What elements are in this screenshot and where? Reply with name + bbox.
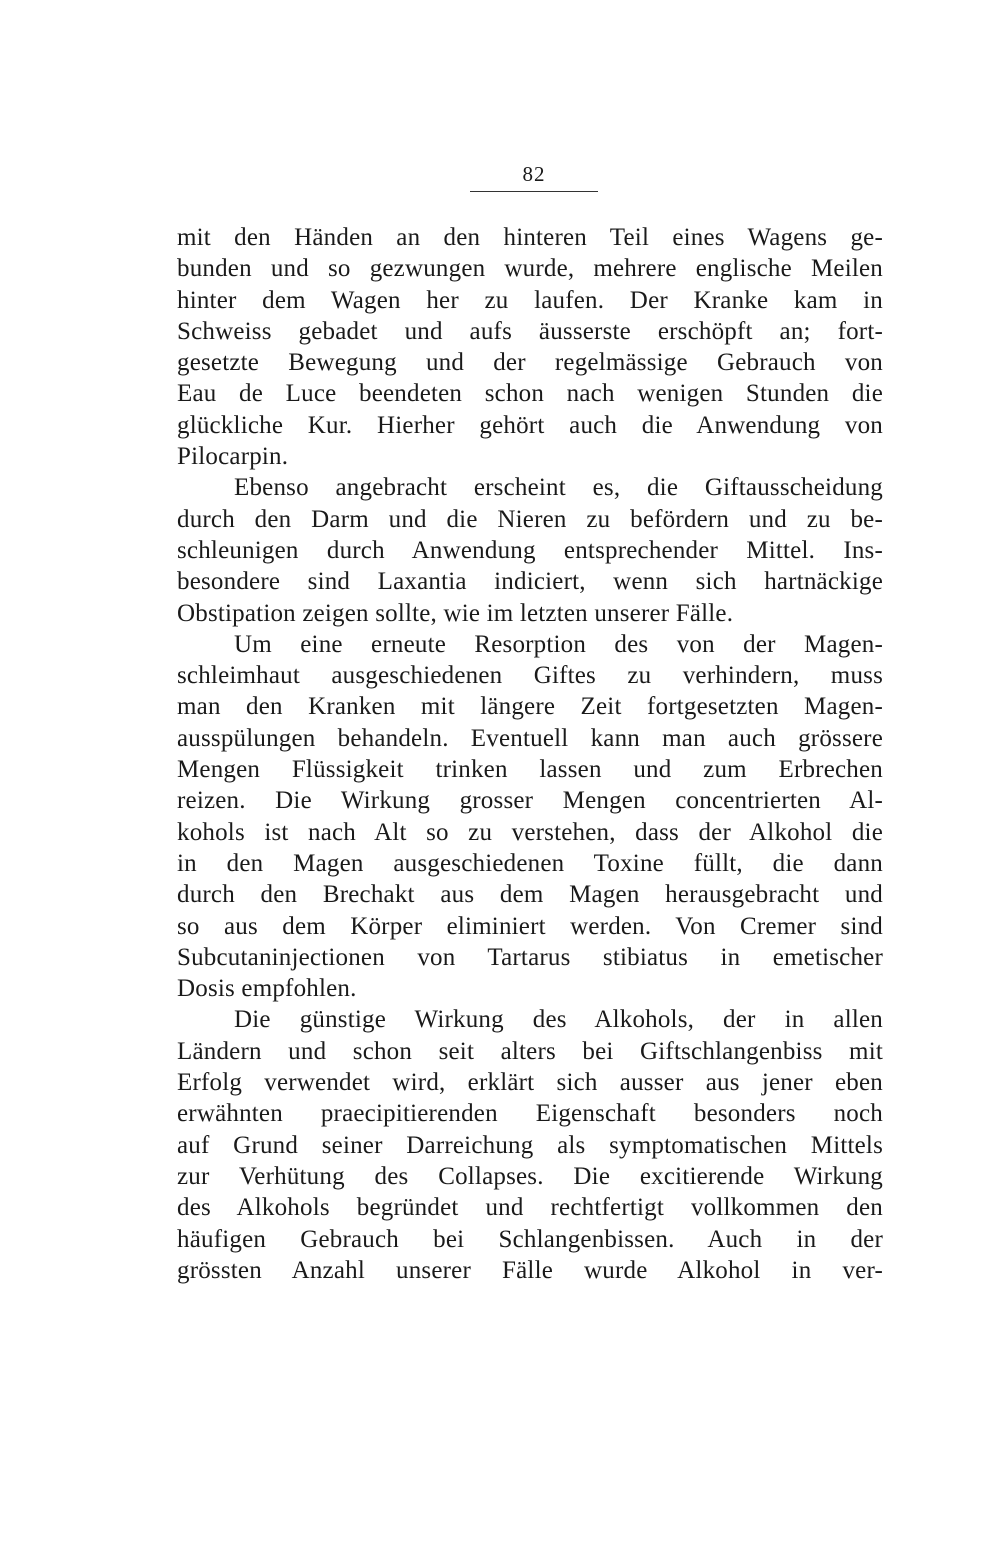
text-line: ausspülungen behandeln. Eventuell kann man auch grössere	[177, 724, 883, 752]
text-line: hinter dem Wagen her zu laufen. Der Kranke kam in	[177, 286, 883, 314]
text-line: Mengen Flüssigkeit trinken lassen und zum Erbrechen	[177, 756, 883, 784]
text-line: grössten Anzahl unserer Fälle wurde Alkohol in ver-	[177, 1256, 883, 1284]
text-line: in den Magen ausgeschiedenen Toxine füllt, die dann	[177, 849, 883, 877]
page-number: 82	[522, 162, 546, 186]
text-line: erwähnten praecipitierenden Eigenschaft besonders noch	[177, 1100, 883, 1128]
text-line: Schweiss gebadet und aufs äusserste erschöpft an; fort-	[177, 317, 883, 345]
text-line: Die günstige Wirkung des Alkohols, der in allen	[234, 1006, 883, 1034]
text-line: bunden und so gezwungen wurde, mehrere englische Meilen	[177, 255, 883, 283]
text-line: des Alkohols begründet und rechtfertigt vollkommen den	[177, 1194, 883, 1222]
text-line: so aus dem Körper eliminiert werden. Von Cremer sind	[177, 912, 883, 940]
header-rule	[470, 191, 598, 192]
text-line: glückliche Kur. Hierher gehört auch die Anwendung von	[177, 411, 883, 439]
text-line: mit den Händen an den hinteren Teil eines Wagens ge-	[177, 224, 883, 251]
text-line: Eau de Luce beendeten schon nach wenigen Stunden die	[177, 380, 883, 408]
text-line: schleunigen durch Anwendung entsprechender Mittel. Ins-	[177, 536, 883, 564]
text-line: gesetzte Bewegung und der regelmässige Gebrauch von	[177, 349, 883, 377]
text-line: Obstipation zeigen sollte, wie im letzten unserer Fälle.	[177, 599, 734, 627]
text-line: zur Verhütung des Collapses. Die excitierende Wirkung	[177, 1162, 883, 1190]
text-line: Ebenso angebracht erscheint es, die Giftausscheidung	[234, 474, 883, 502]
text-line: Dosis empfohlen.	[177, 975, 357, 1003]
text-line: Erfolg verwendet wird, erklärt sich ausser aus jener eben	[177, 1069, 883, 1097]
text-line: Ländern und schon seit alters bei Giftschlangenbiss mit	[177, 1037, 883, 1065]
text-line: man den Kranken mit längere Zeit fortgesetzten Magen-	[177, 693, 883, 721]
text-line: durch den Brechakt aus dem Magen herausgebracht und	[177, 881, 883, 909]
text-line: kohols ist nach Alt so zu verstehen, dass der Alkohol die	[177, 818, 883, 846]
text-line: auf Grund seiner Darreichung als symptomatischen Mittels	[177, 1131, 883, 1159]
text-line: Subcutaninjectionen von Tartarus stibiatus in emetischer	[177, 943, 883, 971]
text-line: besondere sind Laxantia indiciert, wenn sich hartnäckige	[177, 568, 883, 596]
text-line: durch den Darm und die Nieren zu befördern und zu be-	[177, 505, 883, 533]
text-line: schleimhaut ausgeschiedenen Giftes zu verhindern, muss	[177, 662, 883, 690]
text-line: häufigen Gebrauch bei Schlangenbissen. Auch in der	[177, 1225, 883, 1253]
body-text	[177, 222, 883, 1286]
text-line: Pilocarpin.	[177, 443, 289, 471]
text-line: Um eine erneute Resorption des von der Magen-	[234, 630, 883, 658]
text-line: reizen. Die Wirkung grosser Mengen concentrierten Al-	[177, 787, 883, 815]
